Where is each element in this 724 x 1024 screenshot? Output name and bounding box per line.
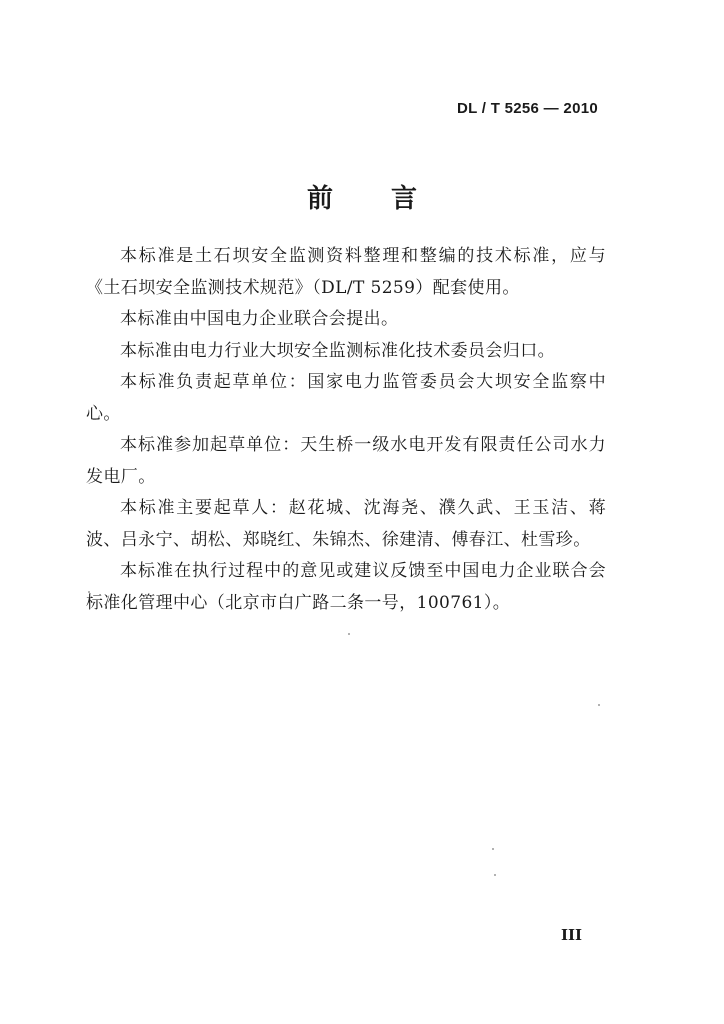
paragraph-scope: 本标准是土石坝安全监测资料整理和整编的技术标准，应与《土石坝安全监测技术规范》（DL/T 5259）配套使用。 <box>86 246 606 298</box>
paragraph-participating-drafter: 本标准参加起草单位：天生桥一级水电开发有限责任公司水力发电厂。 <box>86 435 606 487</box>
scan-speck <box>348 633 350 635</box>
paragraph-main-drafters: 本标准主要起草人：赵花城、沈海尧、濮久武、王玉洁、蒋波、吕永宁、胡松、郑晓红、朱锦杰、徐建清、傅春江、杜雪珍。 <box>86 498 606 550</box>
page-number: III <box>560 926 582 944</box>
preface-body <box>86 241 606 619</box>
paragraph-proposer: 本标准由中国电力企业联合会提出。 <box>120 309 399 329</box>
paragraph-lead-drafter: 本标准负责起草单位：国家电力监管委员会大坝安全监察中心。 <box>86 372 606 424</box>
scan-speck <box>88 591 90 593</box>
scan-speck <box>494 874 496 876</box>
page-title: 前言 <box>306 184 475 214</box>
scan-speck <box>492 848 494 850</box>
paragraph-committee: 本标准由电力行业大坝安全监测标准化技术委员会归口。 <box>120 340 555 361</box>
paragraph-feedback: 本标准在执行过程中的意见或建议反馈至中国电力企业联合会标准化管理中心（北京市白广路二条一号，100761）。 <box>86 561 606 613</box>
standard-code: DL / T 5256 — 2010 <box>456 100 598 117</box>
scan-speck <box>598 704 600 706</box>
